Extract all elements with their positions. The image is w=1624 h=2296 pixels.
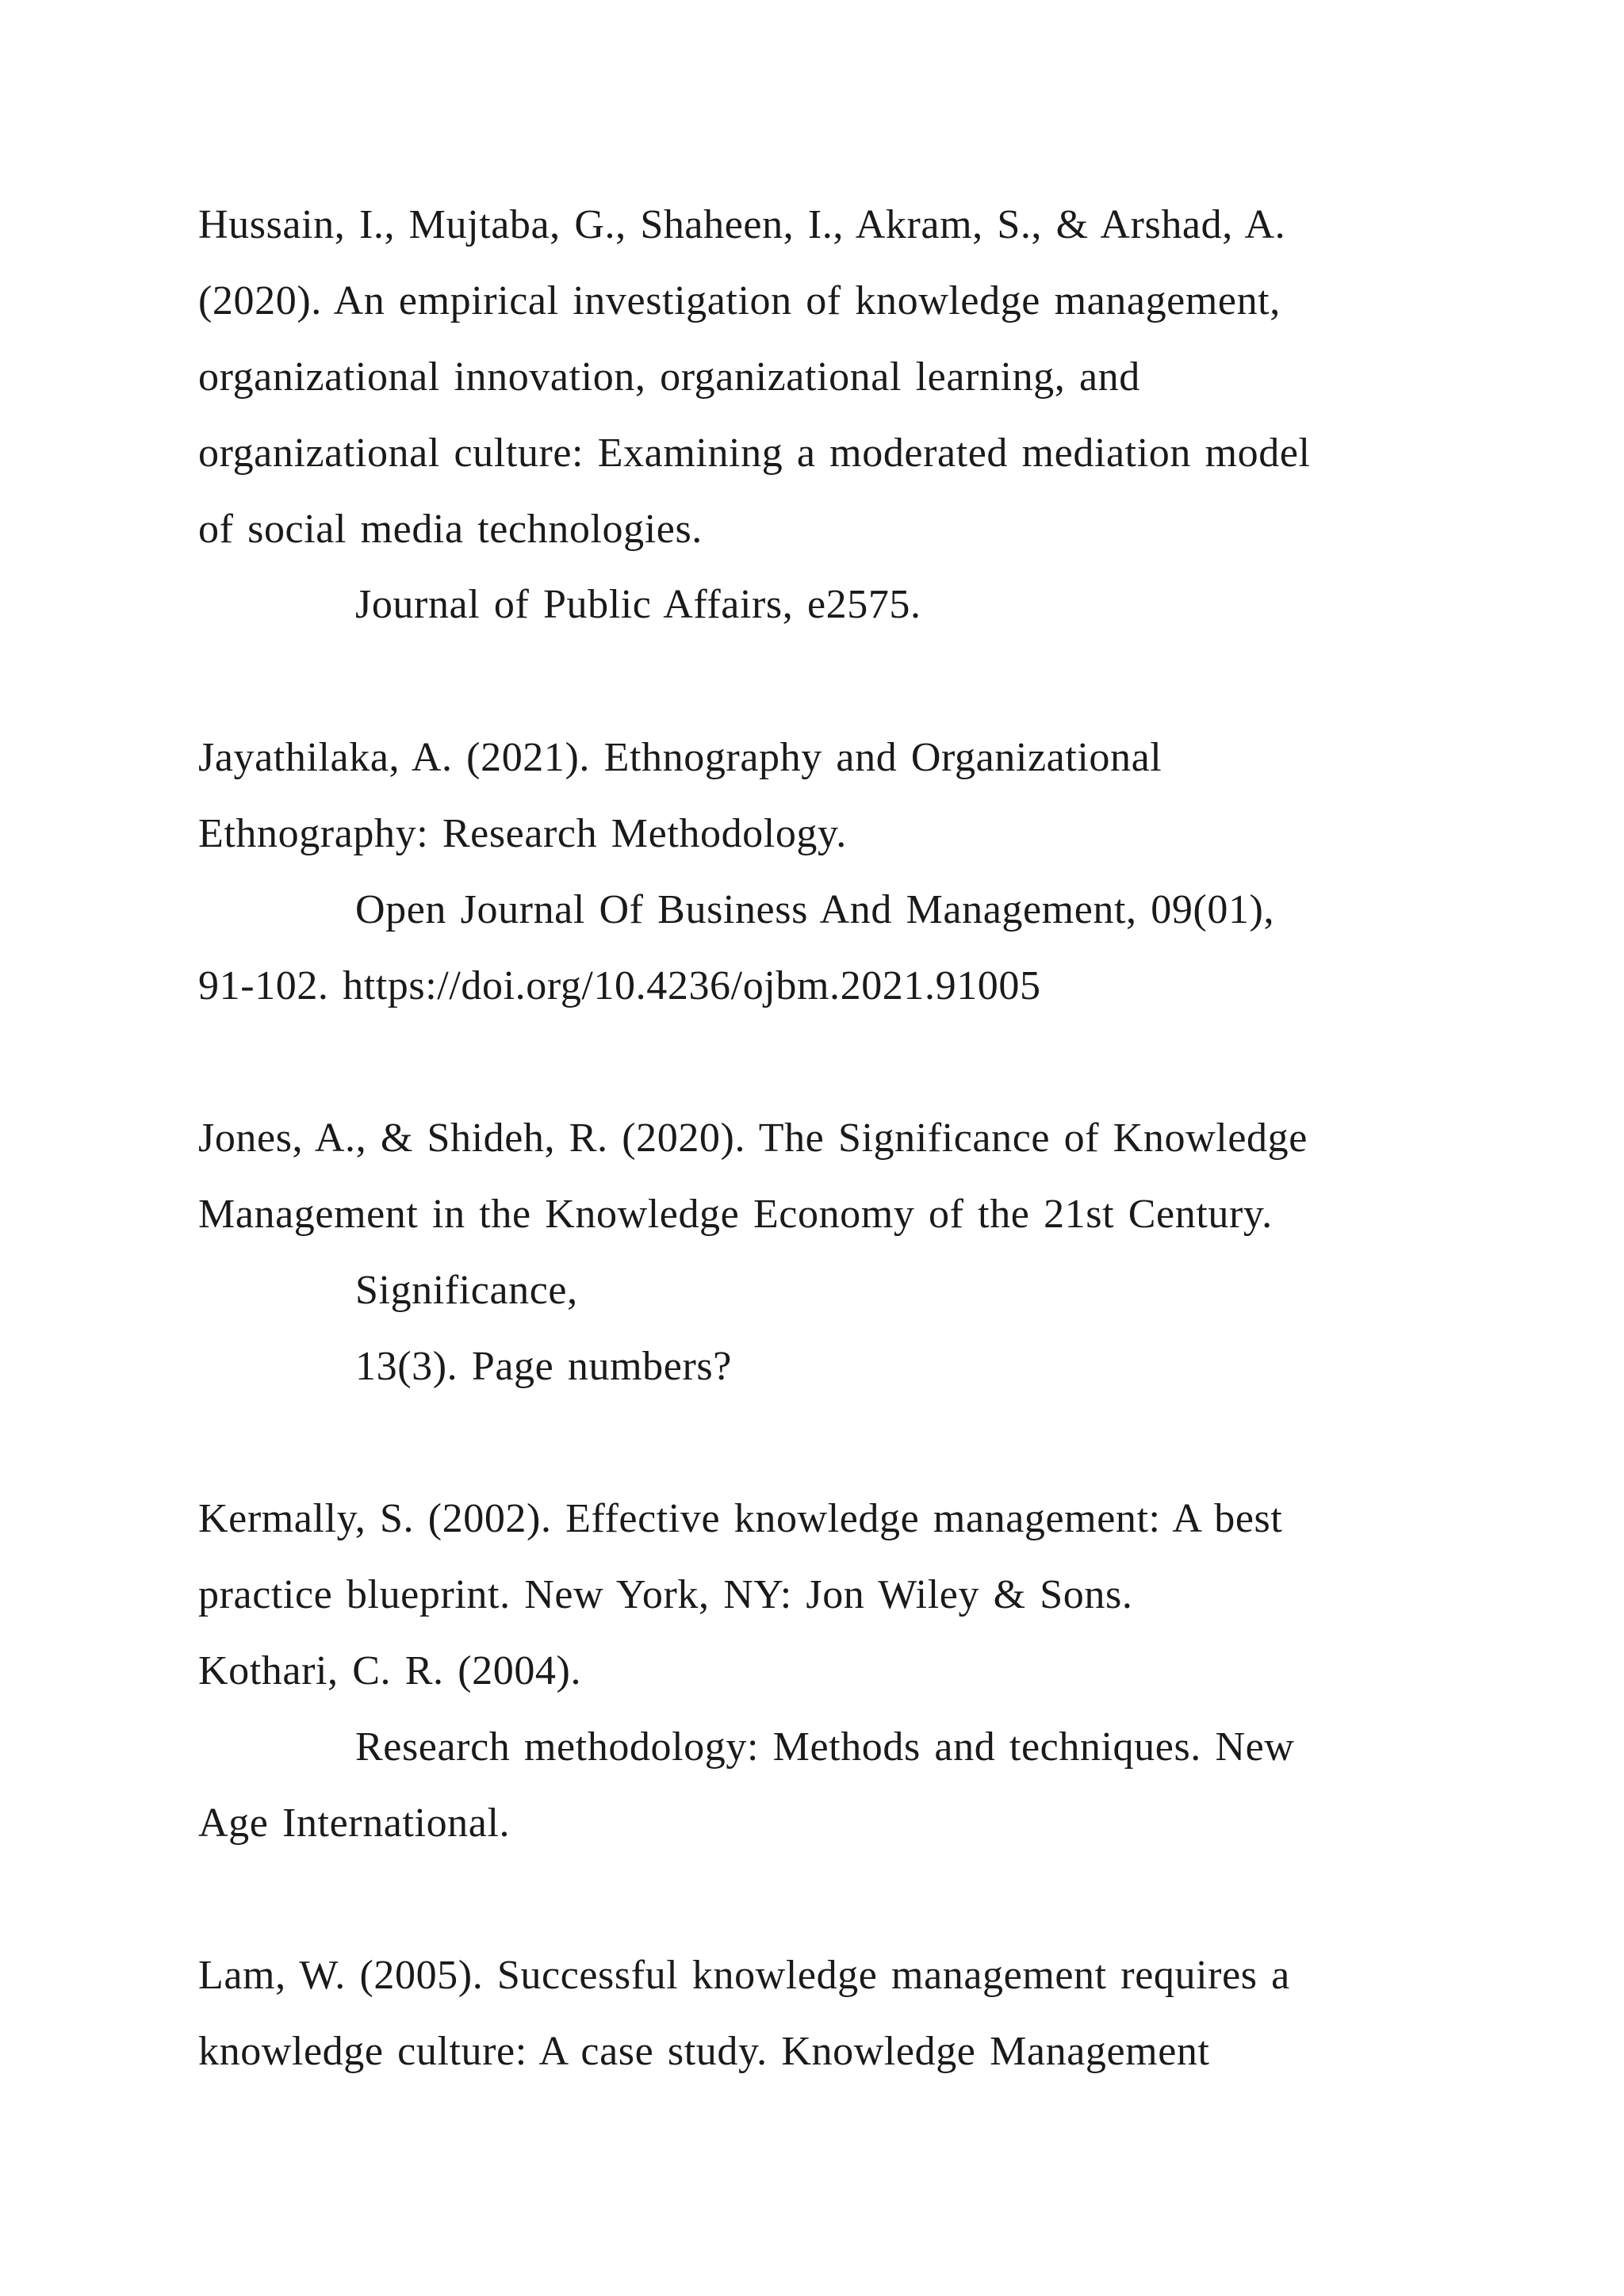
reference-line-indented: Research methodology: Methods and techniques. New xyxy=(355,1724,1295,1770)
reference-line: organizational innovation, organizational learning, and xyxy=(198,354,1140,400)
reference-line: 91-102. https://doi.org/10.4236/ojbm.2021.91005 xyxy=(198,963,1041,1008)
reference-line: Age International. xyxy=(198,1800,511,1846)
reference-line: Hussain, I., Mujtaba, G., Shaheen, I., Akram, S., & Arshad, A. xyxy=(198,202,1286,247)
reference-line: knowledge culture: A case study. Knowledge Management xyxy=(198,2029,1210,2074)
reference-line: Jones, A., & Shideh, R. (2020). The Significance of Knowledge xyxy=(198,1115,1308,1161)
reference-line: Management in the Knowledge Economy of the 21st Century. xyxy=(198,1192,1273,1237)
reference-line: (2020). An empirical investigation of knowledge management, xyxy=(198,278,1281,323)
reference-line-indented: Significance, xyxy=(355,1268,578,1313)
reference-line: of social media technologies. xyxy=(198,507,703,552)
reference-line: Jayathilaka, A. (2021). Ethnography and Organizational xyxy=(198,735,1162,780)
reference-line: Lam, W. (2005). Successful knowledge management requires a xyxy=(198,1953,1290,1998)
reference-line-indented: Journal of Public Affairs, e2575. xyxy=(355,582,921,627)
reference-line: practice blueprint. New York, NY: Jon Wiley & Sons. xyxy=(198,1572,1133,1617)
reference-line: Kothari, C. R. (2004). xyxy=(198,1648,582,1693)
reference-line-indented: 13(3). Page numbers? xyxy=(355,1344,732,1389)
reference-line: Kermally, S. (2002). Effective knowledge management: A best xyxy=(198,1496,1283,1541)
reference-line: organizational culture: Examining a moderated mediation model xyxy=(198,430,1311,476)
reference-line-indented: Open Journal Of Business And Management, 09(01), xyxy=(355,887,1275,932)
reference-line: Ethnography: Research Methodology. xyxy=(198,811,847,856)
